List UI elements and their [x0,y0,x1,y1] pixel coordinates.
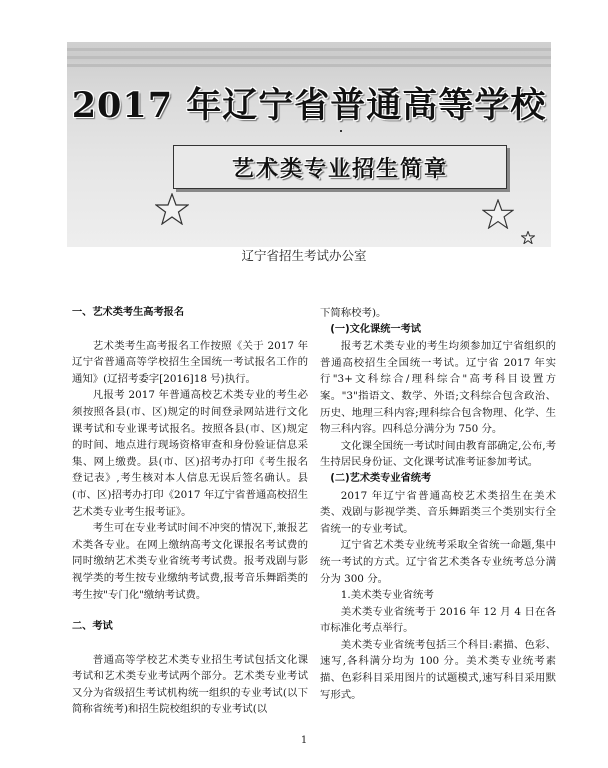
right-column [320,305,556,703]
paragraph: 下简称校考)。 [320,307,387,319]
section-heading: 二、考试 [72,621,113,633]
title-banner [67,42,551,247]
star-icon [482,199,514,229]
paragraph: 2017 年辽宁省普通高校艺术类招生在美术类、戏剧与影视学类、音乐舞蹈类三个类别实行全省统一的专业考试。 [320,489,556,535]
paragraph: 普通高等学校艺术类专业招生考试包括文化课考试和艺术类专业考试两个部分。艺术类专业考试又分为省级招生考试机构统一组织的专业考试(以下简称省统考)和招生院校组织的专业考试(以 [72,653,308,716]
decorative-dot [340,130,342,132]
star-icon [521,231,535,244]
subsection-heading: (一)文化课统一考试 [330,323,421,335]
star-icon [155,193,189,225]
page-number: 1 [300,735,308,746]
subsection-heading: (二)艺术类专业省统考 [330,472,432,484]
issuing-office: 辽宁省招生考试办公室 [241,248,367,263]
main-title: 2017 年辽宁省普通高等学校 [71,85,547,126]
paragraph: 报考艺术类专业的考生均须参加辽宁省组织的普通高校招生全国统一考试。辽宁省 2017 年实行"3+文科综合/理科综合"高考科目设置方案。"3"指语文、数学、外语;文科综合包含政治、历史、地理三科内容;理科综合包含物理、化学、生物三科内容。四科总分满分为 750 分。 [320,340,556,436]
banner-stripe [67,48,551,51]
section-heading: 一、艺术类考生高考报名 [72,307,185,318]
subtitle-box [173,145,507,189]
paragraph: 考生可在专业考试时间不冲突的情况下,兼报艺术类各专业。在网上缴纳高考文化课报名考试费的同时缴纳艺术类专业省统考考试费。报考戏剧与影视学类的考生按专业缴纳考试费,报考音乐舞蹈类的考生按"专门化"缴纳考试费。 [72,522,308,601]
paragraph: 美术类专业省统考包括三个科目:素描、色彩、速写,各科满分均为 100 分。美术类专业统考素描、色彩科目采用图片的试题模式,速写科目采用默写形式。 [320,638,556,701]
paragraph: 艺术类考生高考报名工作按照《关于 2017 年辽宁省普通高等学校招生全国统一考试报名工作的通知》(辽招考委字[2016]18 号)执行。 [72,339,308,385]
banner-stripe [67,64,551,67]
item-heading: 1.美术类专业省统考 [340,589,434,602]
subtitle: 艺术类专业招生简章 [231,156,448,182]
left-column [72,305,308,718]
paragraph: 美术类专业省统考于 2016 年 12 月 4 日在各市标准化考点举行。 [320,605,556,635]
paragraph: 文化课全国统一考试时间由教育部确定,公布,考生持居民身份证、文化课考试准考证参加考试。 [320,439,556,469]
paragraph: 辽宁省艺术类专业统考采取全省统一命题,集中统一考试的方式。辽宁省艺术类各专业统考总分满分为 300 分。 [320,539,556,585]
paragraph: 凡报考 2017 年普通高校艺术类专业的考生必须按照各县(市、区)规定的时间登录网站进行文化课考试和专业课考试报名。按照各县(市、区)规定的时间、地点进行现场资格审查和身份验证信息采集、网上缴费。县(市、区)招考办打印《考生报名登记表》,考生核对本人信息无误后签名确认。县(市、区)招考办打印《2017 年辽宁省普通高校招生艺术类专业考生报考证》。 [72,389,308,518]
banner-stripe [67,56,551,59]
